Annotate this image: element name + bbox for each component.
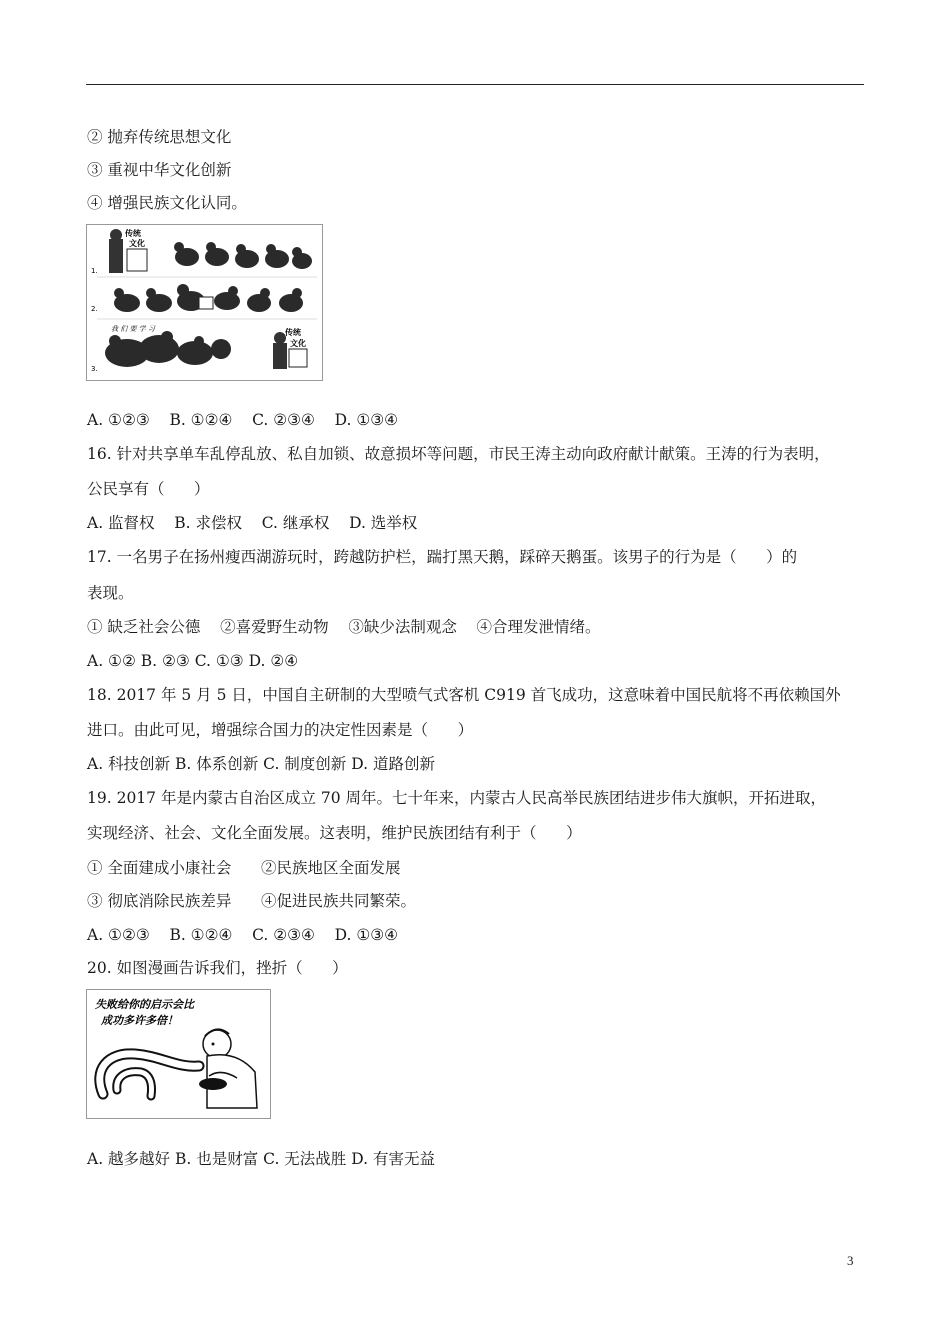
q15-option-2: ② 抛弃传统思想文化 <box>87 128 232 146</box>
header-rule <box>86 84 864 85</box>
q17-stem-line-2: 表现。 <box>87 584 134 602</box>
q16-stem-line-1: 16. 针对共享单车乱停乱放、私自加锁、故意损坏等问题，市民王涛主动向政府献计献策。王涛的行为表明， <box>87 445 830 463</box>
traditional-culture-label-2b: 文化 <box>290 339 306 348</box>
traditional-culture-illustration <box>87 225 322 380</box>
failure-illustration <box>87 990 270 1118</box>
q15-option-4: ④ 增强民族文化认同。 <box>87 194 247 212</box>
we-must-learn-label: 我 们 要 学 习 <box>111 325 155 333</box>
q20-answer-choices: A. 越多越好 B. 也是财富 C. 无法战胜 D. 有害无益 <box>87 1150 435 1168</box>
traditional-culture-cartoon <box>86 224 323 381</box>
q15-answer-choices: A. ①②③ B. ①②④ C. ②③④ D. ①③④ <box>87 411 399 429</box>
q18-answer-choices: A. 科技创新 B. 体系创新 C. 制度创新 D. 道路创新 <box>87 755 435 773</box>
q17-options: ① 缺乏社会公德 ②喜爱野生动物 ③缺少法制观念 ④合理发泄情绪。 <box>87 618 601 636</box>
page-number: 3 <box>847 1253 854 1268</box>
row-3-number: 3. <box>91 365 98 373</box>
cartoon-caption-line-2: 成功多许多倍！ <box>101 1014 178 1027</box>
q16-stem-line-2: 公民享有（ ） <box>87 480 210 498</box>
row-2-number: 2. <box>91 305 98 313</box>
q18-stem-line-2: 进口。由此可见，增强综合国力的决定性因素是（ ） <box>87 721 474 739</box>
traditional-culture-label-1b: 文化 <box>129 239 145 248</box>
failure-cartoon <box>86 989 271 1119</box>
q19-options-3-4: ③ 彻底消除民族差异 ④促进民族共同繁荣。 <box>87 892 416 910</box>
q19-stem-line-1: 19. 2017 年是内蒙古自治区成立 70 周年。七十年来，内蒙古人民高举民族团结进步伟大旗帜，开拓进取， <box>87 789 827 807</box>
traditional-culture-label-2a: 传统 <box>285 328 301 337</box>
q20-stem: 20. 如图漫画告诉我们，挫折（ ） <box>87 959 348 977</box>
q16-answer-choices: A. 监督权 B. 求偿权 C. 继承权 D. 选举权 <box>87 514 418 532</box>
q19-options-1-2: ① 全面建成小康社会 ②民族地区全面发展 <box>87 859 401 877</box>
q15-option-3: ③ 重视中华文化创新 <box>87 161 232 179</box>
cartoon-caption-line-1: 失败给你的启示会比 <box>95 998 194 1011</box>
q19-answer-choices: A. ①②③ B. ①②④ C. ②③④ D. ①③④ <box>87 926 399 944</box>
traditional-culture-label-1a: 传统 <box>125 229 141 238</box>
q19-stem-line-2: 实现经济、社会、文化全面发展。这表明，维护民族团结有利于（ ） <box>87 824 582 842</box>
q17-stem-line-1: 17. 一名男子在扬州瘦西湖游玩时，跨越防护栏，踹打黑天鹅，踩碎天鹅蛋。该男子的行为是（ ）的 <box>87 548 798 566</box>
q17-answer-choices: A. ①② B. ②③ C. ①③ D. ②④ <box>87 652 299 670</box>
q18-stem-line-1: 18. 2017 年 5 月 5 日，中国自主研制的大型喷气式客机 C919 首飞成功，这意味着中国民航将不再依赖国外 <box>87 686 841 704</box>
row-1-number: 1. <box>91 267 98 275</box>
